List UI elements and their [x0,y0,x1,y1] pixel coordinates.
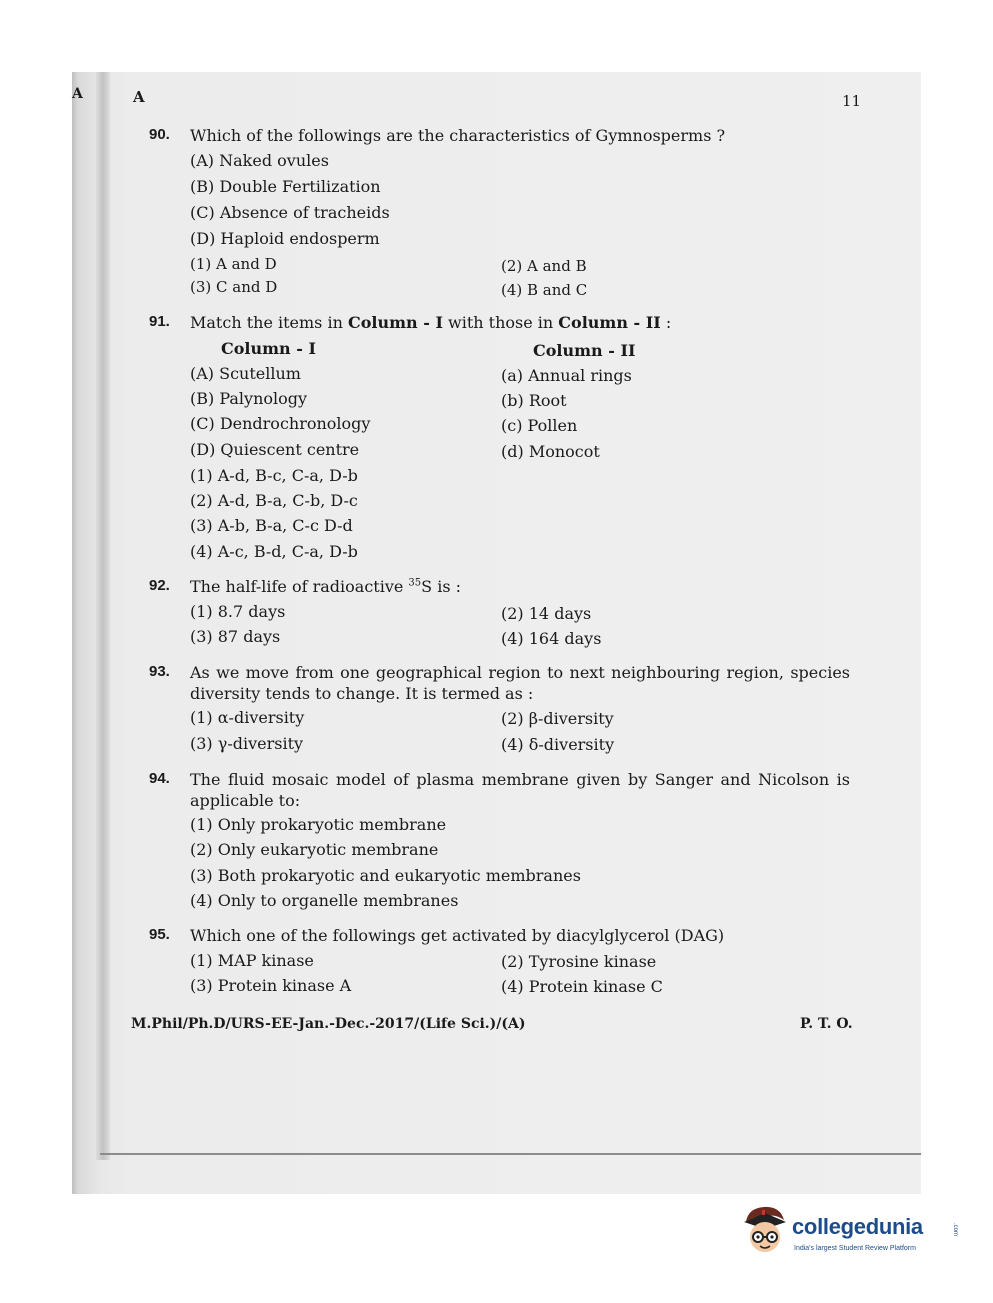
question-number: 90. [149,126,170,143]
statement-b: (B) Double Fertilization [190,177,381,196]
question-text [190,577,461,596]
option-1[interactable]: (1) α-diversity [190,708,305,727]
option-2[interactable]: (2) Tyrosine kinase [501,952,657,971]
question-text: Which of the followings are the characteristics of Gymnosperms ? [190,126,726,145]
column-1-item-a: (A) Scutellum [190,364,301,383]
logo-wordmark: collegedunia [792,1214,923,1239]
left-margin-mark: A [72,86,83,102]
question-number: 94. [149,770,170,787]
option-2[interactable]: (2) A and B [501,257,587,275]
exam-code: M.Phil/Ph.D/URS-EE-Jan.-Dec.-2017/(Life Sci.)/(A) [131,1016,526,1032]
pto-label: P. T. O. [800,1016,853,1032]
question-number: 93. [149,663,170,680]
question-text [190,313,671,332]
column-2-item-c: (c) Pollen [501,416,578,435]
option-1[interactable]: (1) A and D [190,255,277,273]
column-1-header: Column - I [221,339,316,358]
column-2-item-b: (b) Root [501,391,567,410]
text-part: Match the items in [190,313,348,332]
statement-d: (D) Haploid endosperm [190,229,380,248]
question-number: 95. [149,926,170,943]
column-1-item-d: (D) Quiescent centre [190,440,360,459]
student-mascot-icon [740,1204,790,1260]
question-text: As we move from one geographical region to next neighbouring region, species diversity tends to change. It is termed as : [190,663,850,703]
question-text: The fluid mosaic model of plasma membrane given by Sanger and Nicolson is applicable to: [190,770,850,810]
option-4[interactable]: (4) 164 days [501,629,602,648]
option-1[interactable]: (1) MAP kinase [190,951,314,970]
option-3[interactable]: (3) 87 days [190,627,281,646]
text-part: : [660,313,672,332]
text-part: The half-life of radioactive [190,577,409,596]
option-2[interactable]: (2) β-diversity [501,709,614,728]
option-1[interactable]: (1) Only prokaryotic membrane [190,815,447,834]
option-2[interactable]: (2) 14 days [501,604,592,623]
logo-domain: .com [952,1223,958,1237]
option-1[interactable]: (1) A-d, B-c, C-a, D-b [190,466,358,485]
question-number: 92. [149,577,170,594]
statement-c: (C) Absence of tracheids [190,203,390,222]
page-number: 11 [842,92,862,110]
option-2[interactable]: (2) Only eukaryotic membrane [190,840,439,859]
question-number: 91. [149,313,170,330]
option-1[interactable]: (1) 8.7 days [190,602,286,621]
column-1-item-b: (B) Palynology [190,389,308,408]
page-bottom-edge [100,1153,921,1155]
option-3[interactable]: (3) Both prokaryotic and eukaryotic membranes [190,866,581,885]
page-fold-shadow [96,72,110,1160]
option-4[interactable]: (4) Only to organelle membranes [190,891,459,910]
logo-tagline: India's largest Student Review Platform [794,1245,916,1252]
option-3[interactable]: (3) γ-diversity [190,734,304,753]
option-4[interactable]: (4) A-c, B-d, C-a, D-b [190,542,358,561]
option-4[interactable]: (4) Protein kinase C [501,977,663,996]
column-2-item-d: (d) Monocot [501,442,600,461]
option-3[interactable]: (3) C and D [190,278,278,296]
question-text: Which one of the followings get activated by diacylglycerol (DAG) [190,926,725,945]
set-label: A [133,88,145,106]
text-part: with those in [442,313,559,332]
column-1-ref: Column - I [347,313,443,332]
option-4[interactable]: (4) δ-diversity [501,735,615,754]
option-4[interactable]: (4) B and C [501,281,588,299]
isotope-mass-number: 35 [408,577,422,589]
column-2-ref: Column - II [558,313,661,332]
text-part: S is : [421,577,462,596]
column-2-header: Column - II [533,341,636,360]
column-1-item-c: (C) Dendrochronology [190,414,371,433]
option-3[interactable]: (3) Protein kinase A [190,976,352,995]
collegedunia-logo[interactable] [740,1204,960,1264]
statement-a: (A) Naked ovules [190,151,329,170]
column-2-item-a: (a) Annual rings [501,366,632,385]
option-3[interactable]: (3) A-b, B-a, C-c D-d [190,516,353,535]
option-2[interactable]: (2) A-d, B-a, C-b, D-c [190,491,358,510]
